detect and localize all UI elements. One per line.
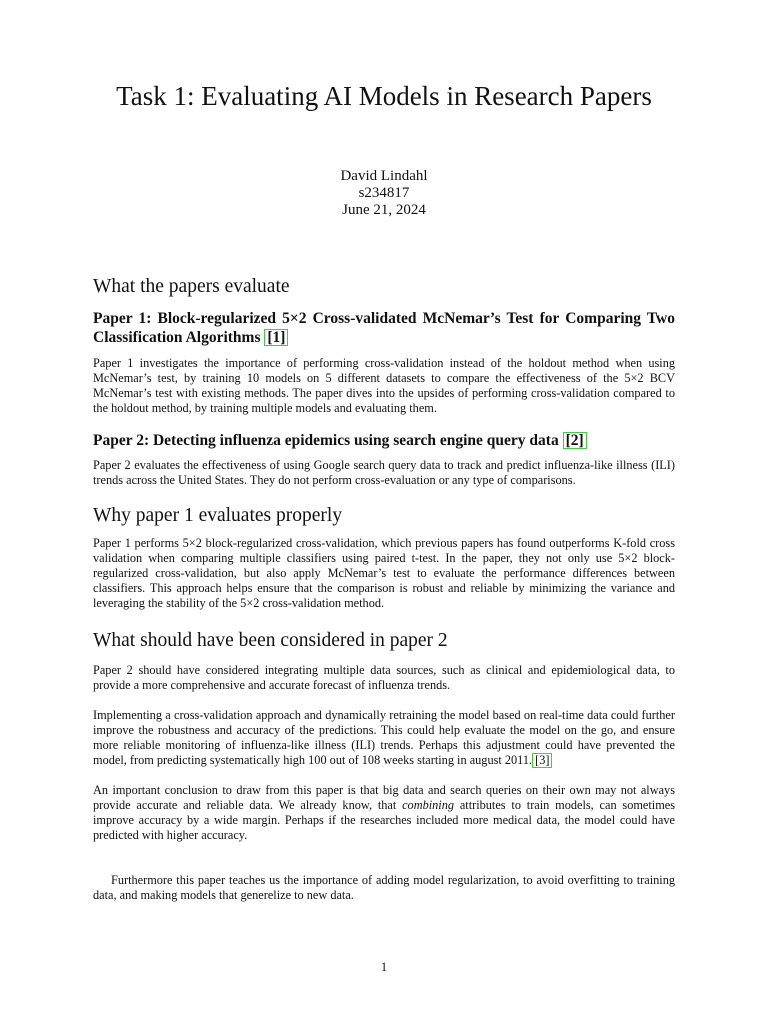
section-heading-what-evaluate: What the papers evaluate <box>93 276 290 297</box>
page-number: 1 <box>380 960 388 974</box>
considered-paragraph-3 <box>93 783 675 843</box>
author-name: David Lindahl <box>340 168 428 184</box>
considered-paragraph-3-text-b: attributes to train models, can sometimes improve accuracy by a wide margin. Perhaps if the researches included more medical data, the model could have predicted with higher accuracy. <box>93 798 676 842</box>
paper2-summary: Paper 2 evaluates the effectiveness of using Google search query data to track and predict influenza-like illness (ILI) trends across the United States. They do not perform cross-evaluation or any type of comparisons. <box>93 458 675 487</box>
paper2-title: Paper 2: Detecting influenza epidemics using search engine query data <box>93 432 559 449</box>
considered-paragraph-2-text: Implementing a cross-validation approach and dynamically retraining the model based on real-time data could further improve the robustness and accuracy of the predictions. This could help evaluate the model on the go, and ensure more reliable monitoring of influenza-like illness (ILI) trends. Perhaps this adjustment could have prevented the model, from predicting systematically high 100 out of 108 weeks starting in august 2011. <box>93 708 675 767</box>
considered-paragraph-4: Furthermore this paper teaches us the importance of adding model regularization, to avoid overfitting to training data, and making models that generelize to new data. <box>93 873 675 902</box>
student-id: s234817 <box>358 185 410 201</box>
document-body <box>93 275 675 903</box>
considered-paragraph-2 <box>93 708 675 768</box>
document-date: June 21, 2024 <box>342 202 426 218</box>
subsection-heading-paper2 <box>93 431 675 450</box>
considered-paragraph-3-text-a: An important conclusion to draw from this paper is that big data and search queries on their own may not always provide accurate and reliable data. We already know, that <box>93 783 675 812</box>
emphasis-combining: combining <box>402 798 455 812</box>
subsection-heading-paper1 <box>93 309 675 347</box>
paper1-title: Paper 1: Block-regularized 5×2 Cross-validated McNemar’s Test for Comparing Two Classification Algorithms <box>93 310 675 346</box>
citation-link-1[interactable]: [1] <box>264 329 288 346</box>
document-title: Task 1: Evaluating AI Models in Research Papers <box>116 81 652 111</box>
citation-link-3[interactable]: [3] <box>532 753 552 768</box>
considered-paragraph-1: Paper 2 should have considered integrating multiple data sources, such as clinical and epidemiological data, to provide a more comprehensive and accurate forecast of influenza trends. <box>93 663 675 692</box>
citation-link-2[interactable]: [2] <box>563 432 587 449</box>
paper1-summary: Paper 1 investigates the importance of performing cross-validation instead of the holdout method when using McNemar’s test, by training 10 models on 5 different datasets to compare the effectiveness of the 5×2 BCV McNemar’s test with existing methods. The paper dives into the upsides of performing cross-validation compared to the holdout method, by training multiple models and evaluating them. <box>93 356 675 415</box>
section-heading-considered-paper2: What should have been considered in paper 2 <box>93 630 448 651</box>
why-paper1-body: Paper 1 performs 5×2 block-regularized cross-validation, which previous papers has found outperforms K-fold cross validation when comparing multiple classifiers using paired t-test. In the paper, they not only use 5×2 block-regularized cross-validation, but also apply McNemar’s test to evaluate the performance differences between classifiers. This approach helps ensure that the comparison is robust and reliable by minimizing the variance and leveraging the stability of the 5×2 cross-validation method. <box>93 536 675 610</box>
section-heading-why-paper1: Why paper 1 evaluates properly <box>93 505 343 526</box>
author-block <box>0 168 768 219</box>
